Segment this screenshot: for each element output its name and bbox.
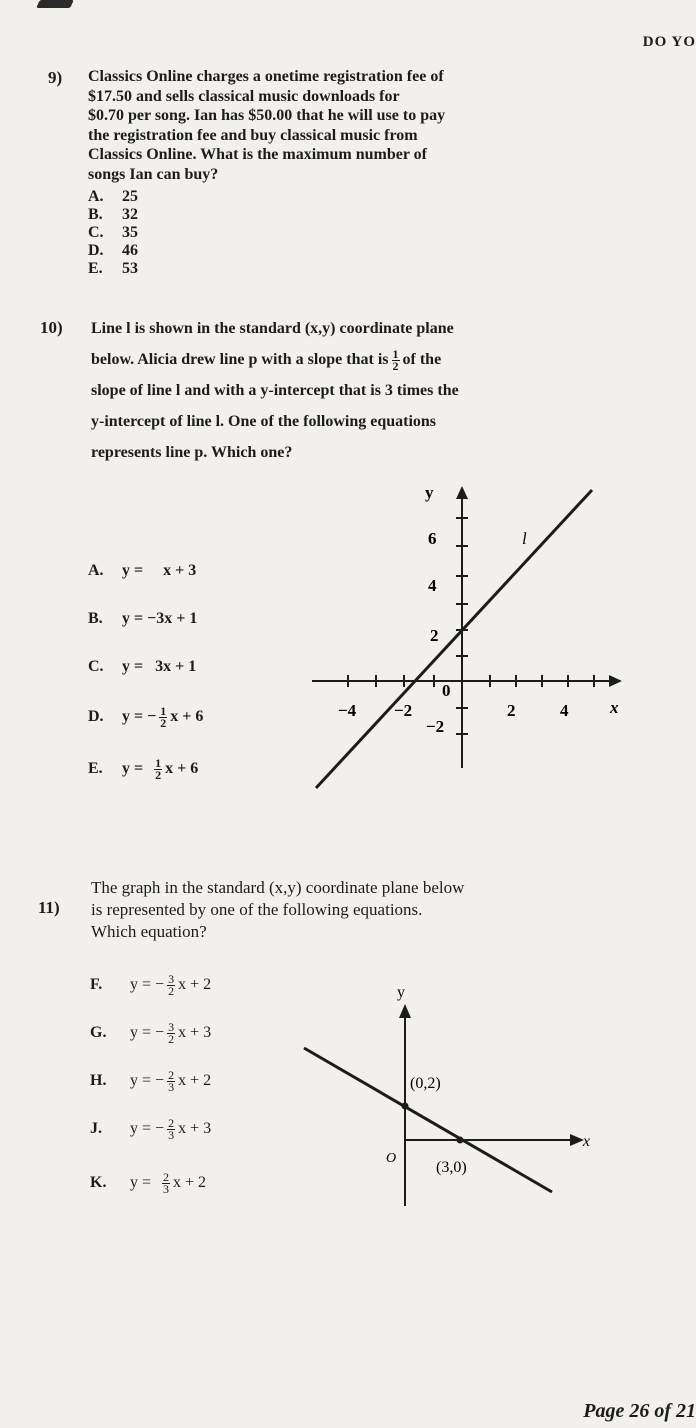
q9-line: Classics Online. What is the maximum number of (88, 146, 427, 163)
q11-line: The graph in the standard (x,y) coordinate plane below (91, 878, 465, 897)
page-number: Page 26 of 21 (583, 1400, 696, 1422)
q9-line: the registration fee and buy classical music from (88, 126, 418, 144)
q10-y-tick-label: 4 (428, 576, 437, 595)
q11-line: is represented by one of the following equations. (91, 900, 423, 919)
q10-number: 10) (40, 318, 63, 337)
q10-y-tick-label: −2 (426, 717, 445, 736)
q11-choice-h[interactable]: H. y = − $\frac{2}{3}$ x + 2 (90, 1068, 212, 1094)
q9-choice-c[interactable]: C. 35 (88, 224, 138, 241)
q11-point-0-2 (402, 1103, 409, 1110)
q11-point-3-0 (457, 1137, 464, 1144)
q9-text (88, 67, 648, 184)
q10-line: below. Alicia drew line p with a slope that is $\frac{1}{2}$ of the (91, 346, 442, 373)
q10-y-arrow-icon (456, 486, 468, 499)
q9-choices (88, 188, 138, 278)
q9-number: 9) (48, 68, 63, 87)
q10-text (91, 313, 651, 468)
q11-choice-k[interactable]: K. y = $\frac{2}{3}$ x + 2 (90, 1170, 207, 1196)
q11-line: Which equation? (91, 922, 207, 941)
q11-x-arrow-icon (570, 1134, 584, 1146)
q10-y-tick-label: 2 (430, 626, 439, 645)
q10-y-label: y (425, 483, 434, 502)
q10-x-label: x (610, 698, 619, 717)
q10-choice-c[interactable]: C. y = 3x + 1 (88, 658, 197, 675)
q9-line: Classics Online charges a onetime registration fee of (88, 68, 444, 85)
q11-choice-j[interactable]: J. y = − $\frac{2}{3}$ x + 3 (90, 1116, 212, 1142)
q10-x-tick-label: −2 (394, 701, 413, 720)
q11-choices (90, 974, 211, 1220)
header-text: DO YO (642, 34, 696, 50)
q11-number: 11) (38, 898, 60, 917)
q9-choice-d[interactable]: D. 46 (88, 242, 138, 259)
q10-slope-fraction: $\frac{1}{2}$ (392, 346, 399, 373)
q10-choices (88, 562, 203, 806)
q11-graph-line (304, 1048, 552, 1192)
q11-graph (290, 980, 590, 1210)
q9-line: $0.70 per song. Ian has $50.00 that he will use to pay (88, 107, 446, 124)
q10-choice-d[interactable]: D. y = − $\frac{1}{2}$ x + 6 (88, 704, 204, 730)
q11-x-label: x (582, 1133, 590, 1150)
q9-choice-b[interactable]: B. 32 (88, 206, 138, 223)
q11-text (91, 877, 661, 943)
q11-point1-label: (0,2) (410, 1075, 441, 1092)
scan-mark (36, 0, 74, 8)
q11-choice-f[interactable]: F. y = − $\frac{3}{2}$ x + 2 (90, 972, 212, 998)
q10-x-tick-label: −4 (338, 701, 357, 720)
q10-y-tick-label: 6 (428, 529, 437, 548)
q9-line: $17.50 and sells classical music downloads for (88, 87, 400, 105)
q11-origin-label: O (386, 1151, 397, 1166)
q9-choice-e[interactable]: E. 53 (88, 260, 138, 277)
q11-y-label: y (397, 984, 405, 1001)
q10-choice-a[interactable]: A. y = x + 3 (88, 562, 197, 579)
q10-line: represents line p. Which one? (91, 444, 293, 461)
q10-line-l (316, 490, 592, 788)
q10-origin-label: 0 (442, 681, 451, 700)
q10-choice-b[interactable]: B. y = −3x + 1 (88, 610, 198, 627)
q11-y-arrow-icon (399, 1004, 411, 1018)
q10-x-arrow-icon (609, 675, 622, 687)
q9-choice-a[interactable]: A. 25 (88, 188, 138, 205)
q10-line: slope of line l and with a y-intercept that is 3 times the (91, 382, 459, 399)
q10-line: Line l is shown in the standard (x,y) coordinate plane (91, 320, 454, 337)
q11-choice-g[interactable]: G. y = − $\frac{3}{2}$ x + 3 (90, 1020, 212, 1046)
q10-x-tick-label: 4 (560, 701, 569, 720)
q11-point2-label: (3,0) (436, 1159, 467, 1176)
q10-line-label: l (522, 529, 527, 548)
q10-choice-e[interactable]: E. y = $\frac{1}{2}$ x + 6 (88, 756, 199, 782)
q10-line: y-intercept of line l. One of the following equations (91, 413, 437, 430)
q10-graph (300, 470, 640, 830)
q9-line: songs Ian can buy? (88, 165, 219, 183)
q10-x-tick-label: 2 (507, 701, 516, 720)
